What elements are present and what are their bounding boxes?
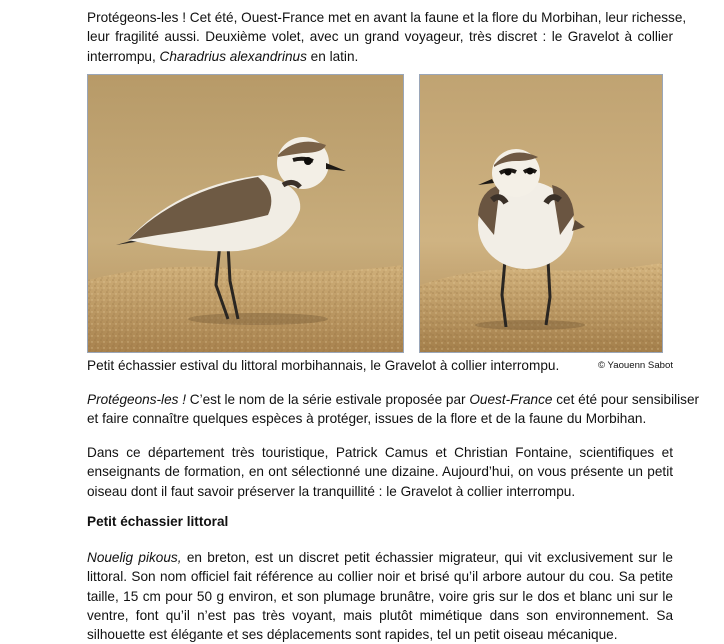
description-line-1: Nouelig pikous, en breton, est un discret petit échassier migrateur, qui vit exclusivement sur le: [87, 550, 673, 565]
series-line-1: Protégeons-les ! C’est le nom de la série estivale proposée par Ouest-France cet été pour sensibiliser: [87, 392, 700, 407]
paragraph-selection: [87, 443, 673, 501]
intro-line-2: leur fragilité aussi. Deuxième volet, avec un grand voyageur, très discret : le Gravelot à collier: [87, 29, 673, 45]
plover-profile-illustration: [88, 75, 403, 352]
selection-line-1: Dans ce département très touristique, Patrick Camus et Christian Fontaine, scientifiques et: [87, 445, 673, 460]
section-heading: Petit échassier littoral: [87, 514, 229, 529]
caption-text: Petit échassier estival du littoral morbihannais, le Gravelot à collier interrompu.: [87, 358, 560, 373]
description-line-4: ventre, font qu’il n’est pas très voyant, mais plutôt mimétique dans son environnement. Sa: [87, 607, 673, 623]
paragraph-series: [87, 390, 700, 429]
photo-caption: [87, 358, 673, 376]
paragraph-description: [87, 548, 673, 644]
latin-name: Charadrius alexandrinus: [159, 48, 307, 64]
description-line-5: silhouette est élégante et ses déplacements sont rapides, tel un petit oiseau mécanique.: [87, 627, 618, 643]
description-line-3: taille, 15 cm pour 50 g environ, et son plumage brunâtre, voire gris sur le dos et blanc uni sur le: [87, 588, 673, 604]
description-line-2: littoral. Son nom officiel fait référence au collier noir et brisé qu’il arbore autour du cou. Sa petite: [87, 569, 673, 585]
series-line-2: et faire connaître quelques espèces à protéger, issues de la flore et de la faune du Morbihan.: [87, 411, 647, 427]
intro-line-1: Protégeons-les ! Cet été, Ouest-France met en avant la faune et la flore du Morbihan, leur richesse,: [87, 10, 687, 25]
intro-paragraph: [87, 8, 687, 66]
photo-plover-front: [419, 74, 663, 353]
intro-line-3: interrompu, Charadrius alexandrinus en latin.: [87, 48, 359, 64]
plover-front-illustration: [420, 75, 662, 352]
selection-line-3: oiseau dont il faut savoir préserver la tranquillité : le Gravelot à collier interrompu.: [87, 483, 576, 499]
photo-credit: © Yaouenn Sabot: [598, 360, 673, 371]
photo-plover-profile: [87, 74, 404, 353]
selection-line-2: enseignants de formation, en ont sélectionné une dizaine. Aujourd’hui, on vous présente un petit: [87, 464, 673, 480]
